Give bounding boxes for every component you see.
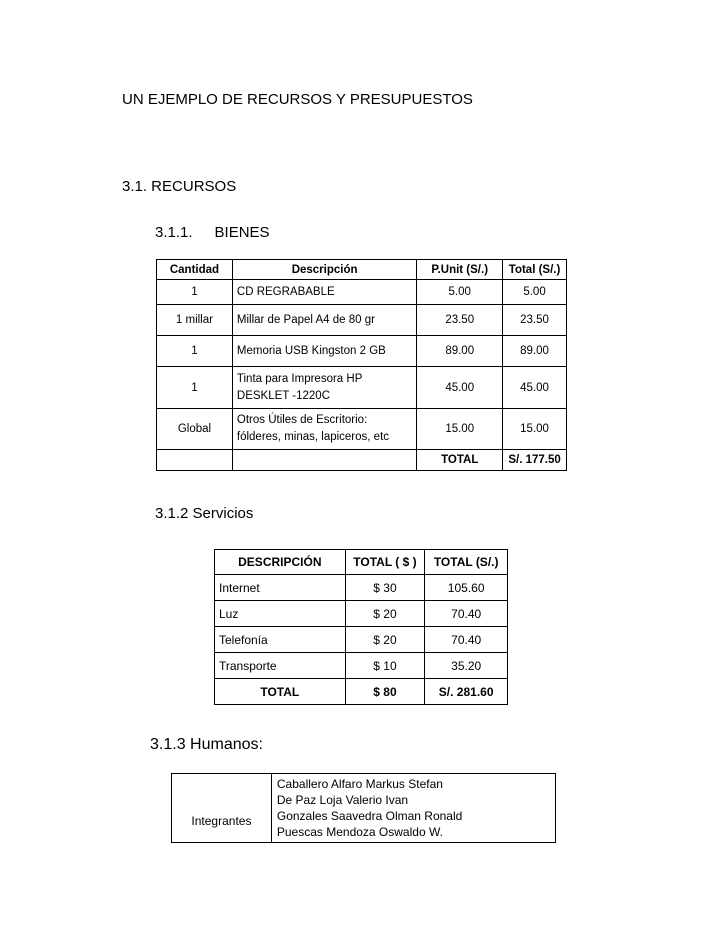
table-row (157, 280, 567, 305)
servicios-cell-descripcion: Telefonía (215, 627, 346, 653)
servicios-cell-soles: 105.60 (425, 575, 508, 601)
servicios-header-soles: TOTAL (S/.) (425, 550, 508, 575)
servicios-cell-descripcion: Luz (215, 601, 346, 627)
bienes-cell-punit: 5.00 (417, 280, 503, 305)
bienes-cell-punit: 45.00 (417, 367, 503, 409)
section-bienes-label: BIENES (214, 224, 270, 241)
section-recursos-heading: 3.1. RECURSOS (122, 178, 237, 195)
servicios-total-row (215, 679, 508, 705)
table-row (215, 627, 508, 653)
bienes-cell-total: 5.00 (503, 280, 567, 305)
servicios-cell-usd: $ 20 (345, 627, 425, 653)
document-title: UN EJEMPLO DE RECURSOS Y PRESUPUESTOS (122, 91, 473, 108)
bienes-cell-cantidad: 1 millar (157, 305, 233, 336)
list-item: De Paz Loja Valerio Ivan (276, 793, 409, 807)
servicios-cell-soles: 70.40 (425, 627, 508, 653)
servicios-cell-usd: $ 10 (345, 653, 425, 679)
bienes-total-empty-cell (232, 450, 416, 471)
bienes-cell-descripcion (232, 409, 416, 450)
servicios-header-usd: TOTAL ( $ ) (345, 550, 425, 575)
servicios-cell-descripcion: Transporte (215, 653, 346, 679)
servicios-cell-usd: $ 20 (345, 601, 425, 627)
bienes-cell-total: 23.50 (503, 305, 567, 336)
table-row (157, 409, 567, 450)
bienes-header-cantidad: Cantidad (157, 260, 233, 280)
bienes-description-line: DESKLET -1220C (236, 389, 331, 402)
servicios-cell-soles: 70.40 (425, 601, 508, 627)
list-item: Puescas Mendoza Oswaldo W. (276, 825, 443, 839)
bienes-cell-cantidad: 1 (157, 280, 233, 305)
servicios-total-label: TOTAL (215, 679, 346, 705)
table-row (157, 367, 567, 409)
list-item: Gonzales Saavedra Olman Ronald (276, 809, 463, 823)
humanos-label: Integrantes (172, 774, 272, 843)
bienes-total-row (157, 450, 567, 471)
bienes-cell-cantidad: 1 (157, 336, 233, 367)
bienes-header-total: Total (S/.) (503, 260, 567, 280)
section-humanos-heading: 3.1.3 Humanos: (150, 736, 263, 753)
servicios-cell-descripcion: Internet (215, 575, 346, 601)
servicios-table (214, 549, 508, 705)
humanos-members-cell (271, 774, 555, 843)
table-row (215, 575, 508, 601)
servicios-total-soles: S/. 281.60 (425, 679, 508, 705)
table-row (157, 336, 567, 367)
bienes-description-line: Tinta para Impresora HP (236, 372, 363, 385)
bienes-total-value: S/. 177.50 (503, 450, 567, 471)
bienes-table (156, 259, 567, 471)
bienes-total-empty-cell (157, 450, 233, 471)
bienes-header-descripcion: Descripción (232, 260, 416, 280)
section-servicios-heading: 3.1.2 Servicios (155, 505, 254, 522)
table-row (157, 305, 567, 336)
table-row (172, 774, 556, 843)
bienes-cell-descripcion (232, 367, 416, 409)
bienes-description-line: Otros Útiles de Escritorio: (236, 414, 368, 426)
bienes-cell-total: 15.00 (503, 409, 567, 450)
section-bienes-heading (155, 224, 270, 241)
section-bienes-number: 3.1.1. (155, 224, 193, 241)
servicios-header-row (215, 550, 508, 575)
bienes-cell-punit: 15.00 (417, 409, 503, 450)
bienes-total-label: TOTAL (417, 450, 503, 471)
list-item: Caballero Alfaro Markus Stefan (276, 777, 443, 791)
bienes-description-line: fólderes, minas, lapiceros, etc (236, 431, 390, 443)
bienes-cell-punit: 89.00 (417, 336, 503, 367)
humanos-table (171, 773, 556, 843)
bienes-header-punit: P.Unit (S/.) (417, 260, 503, 280)
bienes-cell-cantidad: 1 (157, 367, 233, 409)
servicios-cell-soles: 35.20 (425, 653, 508, 679)
bienes-cell-total: 89.00 (503, 336, 567, 367)
bienes-header-row (157, 260, 567, 280)
bienes-cell-descripcion: Memoria USB Kingston 2 GB (232, 336, 416, 367)
servicios-cell-usd: $ 30 (345, 575, 425, 601)
bienes-cell-descripcion: CD REGRABABLE (232, 280, 416, 305)
servicios-total-usd: $ 80 (345, 679, 425, 705)
bienes-cell-punit: 23.50 (417, 305, 503, 336)
table-row (215, 601, 508, 627)
bienes-cell-total: 45.00 (503, 367, 567, 409)
bienes-cell-descripcion: Millar de Papel A4 de 80 gr (232, 305, 416, 336)
servicios-header-descripcion: DESCRIPCIÓN (215, 550, 346, 575)
bienes-cell-cantidad: Global (157, 409, 233, 450)
table-row (215, 653, 508, 679)
